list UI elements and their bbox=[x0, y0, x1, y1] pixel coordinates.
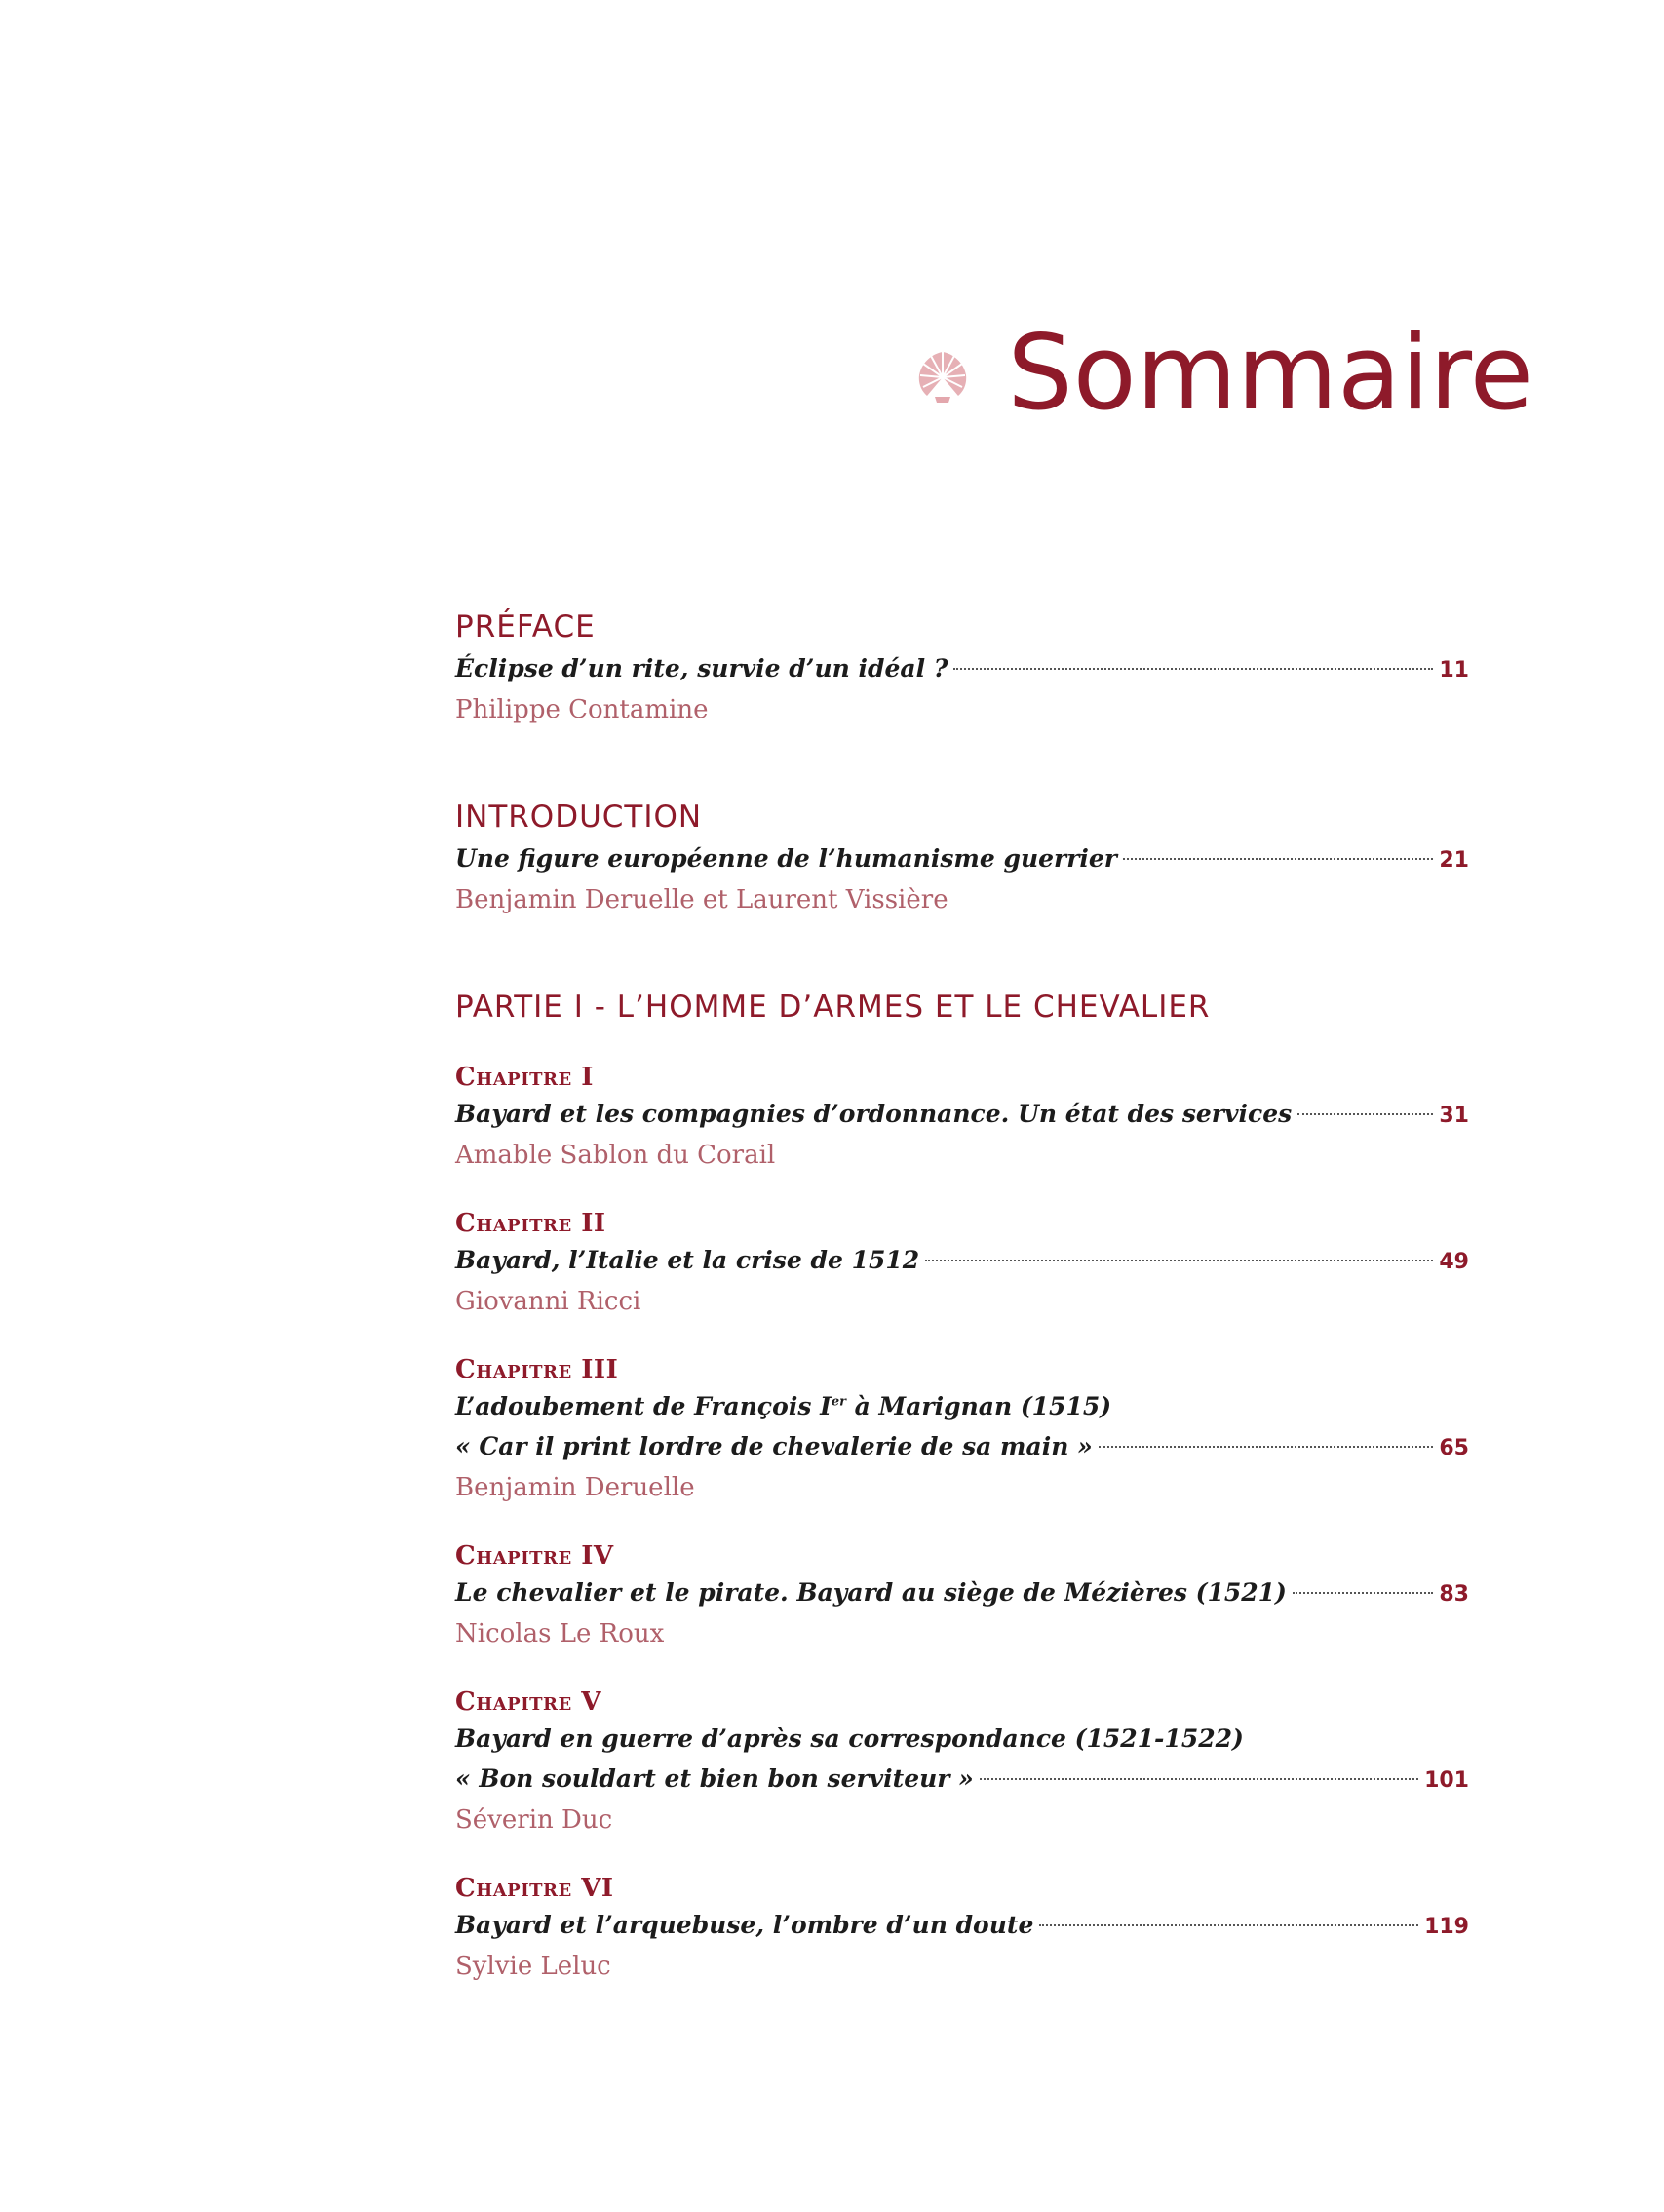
entry-title-part: à Marignan (1515) bbox=[845, 1392, 1112, 1420]
page-number: 65 bbox=[1439, 1436, 1469, 1460]
entry-author: Philippe Contamine bbox=[455, 695, 709, 724]
entry-author: Benjamin Deruelle bbox=[455, 1473, 695, 1502]
entry-title: « Car il print lordre de chevalerie de sa main » bbox=[455, 1432, 1093, 1460]
entry-author: Nicolas Le Roux bbox=[455, 1619, 665, 1649]
entry-title: Bayard et les compagnies d’ordonnance. Un état des services bbox=[455, 1100, 1293, 1128]
entry-title: Une figure européenne de l’humanisme guerrier bbox=[455, 844, 1117, 873]
preface-section bbox=[455, 609, 1469, 730]
section-heading: INTRODUCTION bbox=[455, 799, 703, 834]
chapter-label: Chapitre II bbox=[455, 1209, 606, 1238]
section-heading: PARTIE I - L’HOMME D’ARMES ET LE CHEVALIER bbox=[455, 990, 1211, 1025]
page-header bbox=[913, 313, 1533, 433]
chapter-entry bbox=[455, 1208, 1469, 1322]
introduction-section bbox=[455, 799, 1469, 920]
chapter-label: Chapitre VI bbox=[455, 1874, 614, 1903]
dot-leader bbox=[1123, 858, 1433, 860]
chapter-entry bbox=[455, 1687, 1469, 1841]
page-number: 11 bbox=[1439, 658, 1469, 682]
entry-title: Bayard, l’Italie et la crise de 1512 bbox=[455, 1246, 920, 1274]
dot-leader bbox=[1297, 1113, 1433, 1115]
dot-leader bbox=[925, 1260, 1433, 1261]
entry-author: Amable Sablon du Corail bbox=[455, 1141, 776, 1170]
toc-entry-row bbox=[455, 1572, 1469, 1614]
toc-entry bbox=[455, 648, 1469, 730]
chapter-label: Chapitre V bbox=[455, 1688, 601, 1717]
section-heading: PRÉFACE bbox=[455, 609, 596, 644]
chapter-entry bbox=[455, 1062, 1469, 1176]
entry-title-line: Bayard en guerre d’après sa correspondance (1521-1522) bbox=[455, 1725, 1244, 1753]
toc-entry-row bbox=[455, 838, 1469, 880]
toc-entry bbox=[455, 838, 1469, 920]
toc-entry-row bbox=[455, 1240, 1469, 1282]
entry-title: Le chevalier et le pirate. Bayard au siège de Mézières (1521) bbox=[455, 1578, 1287, 1607]
page-number: 119 bbox=[1424, 1915, 1469, 1939]
chapter-entry bbox=[455, 1354, 1469, 1508]
page-number: 21 bbox=[1439, 848, 1469, 873]
dot-leader bbox=[953, 668, 1433, 670]
superscript: er bbox=[831, 1394, 846, 1410]
dot-leader bbox=[1293, 1592, 1433, 1594]
entry-author: Séverin Duc bbox=[455, 1805, 613, 1835]
entry-title: Éclipse d’un rite, survie d’un idéal ? bbox=[455, 654, 948, 682]
page-number: 31 bbox=[1439, 1104, 1469, 1128]
dot-leader bbox=[1039, 1924, 1418, 1926]
toc-entry-row bbox=[455, 1094, 1469, 1136]
toc-entry-row bbox=[455, 648, 1469, 690]
dot-leader bbox=[1099, 1446, 1434, 1448]
entry-title-line bbox=[455, 1386, 1469, 1426]
chapter-label: Chapitre IV bbox=[455, 1541, 614, 1571]
chapter-entry bbox=[455, 1873, 1469, 1987]
scallop-shell-icon bbox=[913, 348, 974, 407]
page-number: 83 bbox=[1439, 1582, 1469, 1607]
toc-entry-row bbox=[455, 1759, 1469, 1801]
entry-author: Benjamin Deruelle et Laurent Vissière bbox=[455, 885, 948, 914]
page-number: 101 bbox=[1424, 1768, 1469, 1793]
entry-title-part: L’adoubement de François I bbox=[455, 1392, 832, 1420]
dot-leader bbox=[980, 1778, 1418, 1780]
page-number: 49 bbox=[1439, 1250, 1469, 1274]
toc-entry-row bbox=[455, 1426, 1469, 1468]
toc-entry-row bbox=[455, 1905, 1469, 1947]
entry-author: Giovanni Ricci bbox=[455, 1287, 641, 1316]
table-of-contents bbox=[455, 609, 1469, 2019]
chapter-label: Chapitre I bbox=[455, 1063, 594, 1092]
part-1-section bbox=[455, 992, 1469, 1987]
entry-title: « Bon souldart et bien bon serviteur » bbox=[455, 1765, 974, 1793]
entry-title: Bayard et l’arquebuse, l’ombre d’un doute bbox=[455, 1911, 1034, 1939]
chapter-label: Chapitre III bbox=[455, 1355, 619, 1384]
entry-author: Sylvie Leluc bbox=[455, 1952, 611, 1981]
chapter-entry bbox=[455, 1540, 1469, 1654]
page-title: Sommaire bbox=[1007, 313, 1533, 433]
